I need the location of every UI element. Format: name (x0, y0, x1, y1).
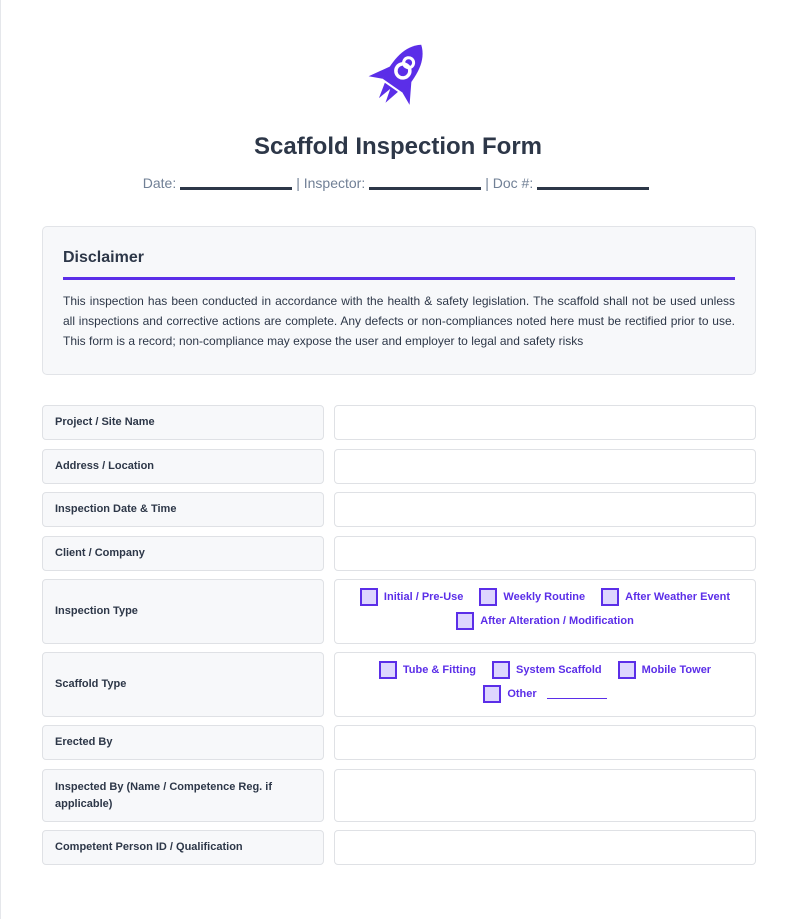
checkbox[interactable] (483, 685, 501, 703)
checkbox[interactable] (492, 661, 510, 679)
client-input[interactable] (334, 536, 756, 571)
option-initial[interactable] (360, 588, 463, 606)
checkbox[interactable] (479, 588, 497, 606)
row-scaffold-type (42, 652, 756, 717)
date-field[interactable] (180, 187, 292, 190)
field-label: Scaffold Type (42, 652, 324, 717)
disclaimer-text: This inspection has been conducted in accordance with the health & safety legislation. The scaffold shall not be used unless all inspections and corrective actions are complete. Any defects or non-compliances noted here must be rectified prior to use. This form is a record; non-compliance may expose the user and employer to legal and safety risks (63, 294, 735, 348)
row-inspection-type (42, 579, 756, 644)
option-system[interactable] (492, 661, 602, 679)
rocket-logo-icon (363, 36, 437, 114)
row-inspected-by (42, 769, 756, 822)
scaffold-type-options (334, 652, 756, 717)
field-label: Inspected By (Name / Competence Reg. if applicable) (42, 769, 324, 822)
project-input[interactable] (334, 405, 756, 440)
other-input[interactable] (547, 689, 607, 699)
option-label: Mobile Tower (641, 664, 712, 676)
erected-by-input[interactable] (334, 725, 756, 760)
option-alteration[interactable] (456, 612, 634, 630)
inspector-label: | Inspector: (296, 175, 366, 191)
disclaimer-box (42, 226, 756, 375)
inspected-by-input[interactable] (334, 769, 756, 822)
option-label: Initial / Pre-Use (383, 591, 464, 603)
checkbox[interactable] (456, 612, 474, 630)
option-other[interactable] (483, 685, 606, 703)
option-label: System Scaffold (516, 664, 602, 676)
option-label: After Weather Event (625, 591, 731, 603)
option-mobile-tower[interactable] (618, 661, 711, 679)
row-competent-person (42, 830, 756, 865)
option-label: Other (507, 688, 537, 700)
row-erected-by (42, 725, 756, 760)
option-label: After Alteration / Modification (480, 615, 634, 627)
field-label: Address / Location (42, 449, 324, 484)
doc-label: | Doc #: (485, 175, 534, 191)
checkbox[interactable] (618, 661, 636, 679)
option-label: Weekly Routine (503, 591, 586, 603)
option-tube-fitting[interactable] (379, 661, 476, 679)
option-label: Tube & Fitting (402, 664, 477, 676)
checkbox[interactable] (379, 661, 397, 679)
form-meta (1, 175, 794, 191)
field-label: Project / Site Name (42, 405, 324, 440)
field-label: Erected By (42, 725, 324, 760)
disclaimer-heading: Disclaimer (63, 249, 735, 280)
inspection-type-options (334, 579, 756, 644)
option-weather[interactable] (601, 588, 730, 606)
checkbox[interactable] (601, 588, 619, 606)
checkbox[interactable] (360, 588, 378, 606)
row-client (42, 536, 756, 571)
field-label: Inspection Type (42, 579, 324, 644)
inspector-field[interactable] (369, 187, 481, 190)
field-label: Inspection Date & Time (42, 492, 324, 527)
field-label: Competent Person ID / Qualification (42, 830, 324, 865)
page-title: Scaffold Inspection Form (253, 133, 543, 160)
address-input[interactable] (334, 449, 756, 484)
date-time-input[interactable] (334, 492, 756, 527)
field-label: Client / Company (42, 536, 324, 571)
row-project (42, 405, 756, 440)
competent-person-input[interactable] (334, 830, 756, 865)
doc-number-field[interactable] (537, 187, 649, 190)
date-label: Date: (142, 175, 177, 191)
row-date-time (42, 492, 756, 527)
row-address (42, 449, 756, 484)
option-weekly[interactable] (479, 588, 585, 606)
